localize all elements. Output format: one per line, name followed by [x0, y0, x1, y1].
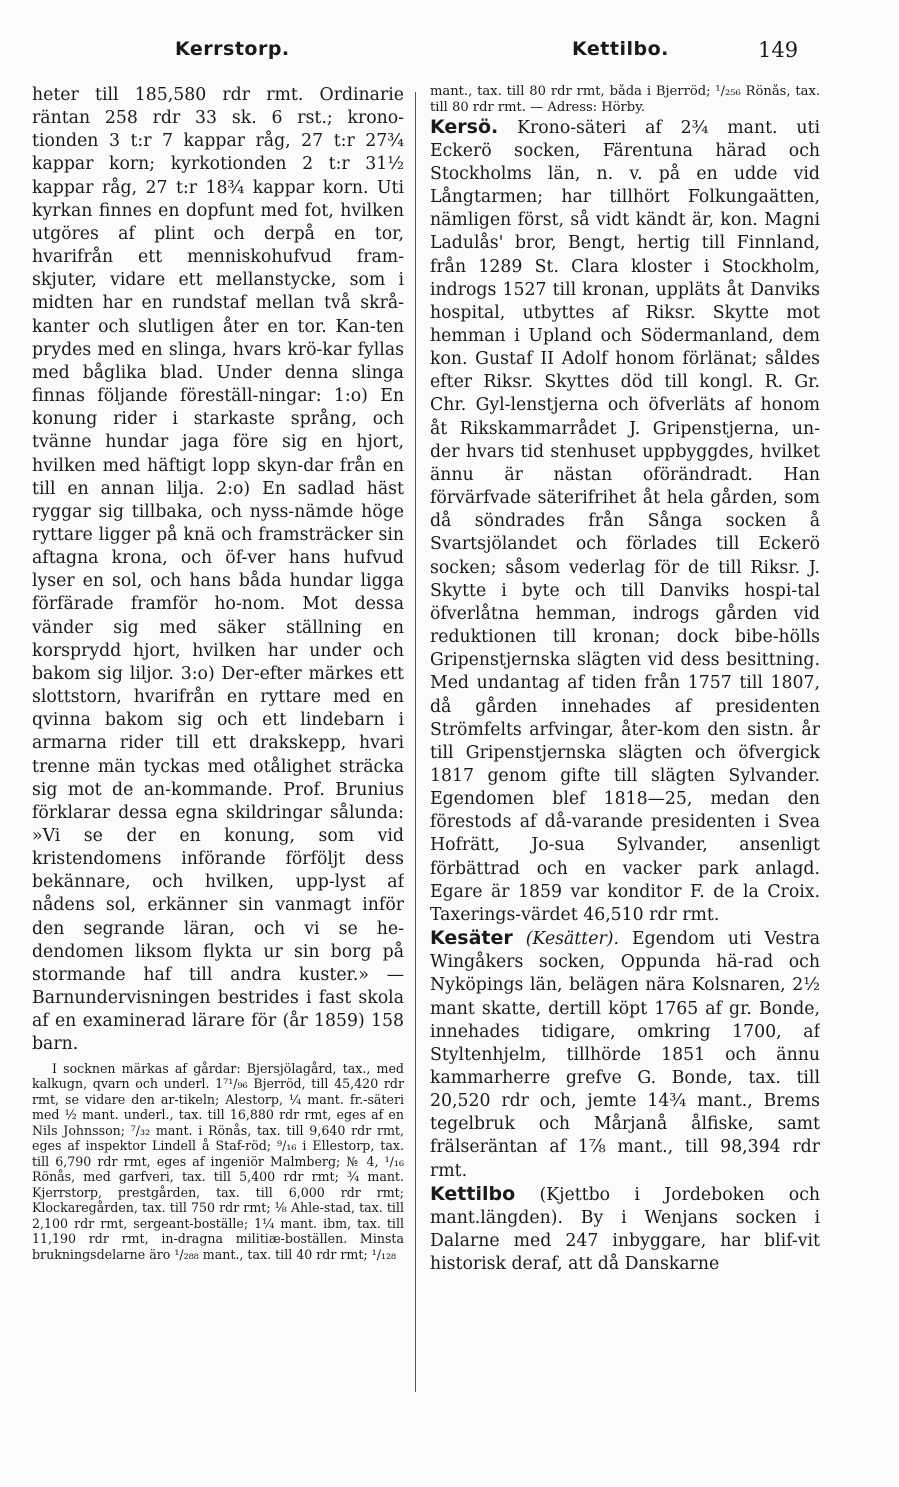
continuation-text: mant., tax. till 80 rdr rmt, båda i Bjerröd; ¹/₂₅₆ Rönås, tax. till 80 rdr rmt. — Adress: Hörby. [430, 84, 820, 115]
entry-kesater [430, 927, 820, 1183]
entry-headword: Kettilbo [430, 1182, 516, 1205]
right-column [430, 84, 820, 1276]
column-divider [415, 92, 416, 1392]
entry-text: Egendom uti Vestra Wingåkers socken, Oppunda hä-rad och Nyköpings län, belägen nära Kolsnaren, 2½ mant skatte, dertill köpt 1765 af gr. Bonde, innehades tidigare, omkring 1700, af Styltenhjelm, tillhörde 1851 och ännu kammarherre grefve G. Bonde, tax. till 20,520 rdr och, jemte 14¾ mant., Brems tegelbruk och Mårjanå ålfiske, samt frälseräntan af 1⅞ mant., till 98,394 rdr rmt. [430, 929, 820, 1181]
running-header [0, 38, 899, 68]
entry-headword: Kesäter [430, 927, 513, 950]
page-number: 149 [758, 38, 799, 62]
entry-kettilbo [430, 1183, 820, 1277]
left-column [32, 84, 404, 1262]
header-center-title: Kettilbo. [572, 38, 669, 60]
entry-headword: Kersö. [430, 115, 499, 138]
entry-alt-name: (Kesätter). [512, 929, 619, 950]
footnote: I socknen märkas af gårdar: Bjersjölagård, tax., med kalkugn, qvarn och underl. 1⁷¹/₉₆ Bjerröd, till 45,420 rdr rmt, se vidare den ar-tikeln; Alestorp, ¼ mant. fr.-säteri med ½ mant. underl., tax. till 16,880 rdr rmt, eges af en Nils Johnsson; ⁷/₃₂ mant. i Rönås, tax. till 9,640 rdr rmt, eges af inspektor Lindell å Staf-röd; ⁹/₁₆ i Ellestorp, tax. till 6,790 rdr rmt, eges af ingeniör Malmberg; № 4, ¹/₁₆ Rönås, med garfveri, tax. till 5,400 rdr rmt; ¾ mant. Kjerrstorp, prestgården, tax. till 6,000 rdr rmt; Klockaregården, tax. till 750 rdr rmt; ⅛ Ahle-stad, tax. till 2,100 rdr rmt, sergeant-boställe; 1¼ mant. ibm, tax. till 11,190 rdr rmt, in-dragna militiæ-boställen. Minsta brukningsdelarne äro ¹/₂₈₈ mant., tax. till 40 rdr rmt; ¹/₁₂₈ [32, 1060, 404, 1262]
entry-text: Krono-säteri af 2¾ mant. uti Eckerö socken, Färentuna härad och Stockholms län, n. v. på en udde vid Långtarmen; har tillhört Folkungaätten, nämligen först, så vidt kändt är, kon. Magni Ladulås' bror, Bengt, hertig till Finnland, från 1289 St. Clara kloster i Stockholm, indrogs 1527 till kronan, uppläts åt Danviks hospital, utbyttes af Riksr. Skytte mot hemman i Upland och Södermanland, dem kon. Gustaf II Adolf honom förlänat; såldes efter Riksr. Skyttes död till kongl. R. Gr. Chr. Gyl-lenstjerna och öfverläts af honom åt Rikskammarrådet J. Gripenstjerna, un-der hvars tid stenhuset uppbyggdes, hvilket ännu är nästan oförändradt. Han förvärfvade säterifrihet åt hela gården, som då söndrades från Sånga socken å Svartsjölandet och förlades till Eckerö socken; såsom vederlag för de till Riksr. J. Skytte i byte och till Danviks hospi-tal öfverlåtna hemman, indrogs gården vid reduktionen till kronan; dock bibe-hölls Gripenstjernska slägten vid dess besittning. Med undantag af tiden från 1757 till 1807, då gården innehades af presidenten Strömfelts arfvingar, åter-kom den sistn. år till Gripenstjernska slägten och öfvergick 1817 genom gifte till slägten Sylvander. Egendomen blef 1818—25, medan den förestods af då-varande presidenten i Svea Hofrätt, Jo-sua Sylvander, ansenligt förbättrad och en vacker park anlagd. Egare är 1859 var konditor F. de la Croix. Taxerings-värdet 46,510 rdr rmt. [430, 117, 820, 925]
header-left-title: Kerrstorp. [175, 38, 290, 60]
entry-kerso [430, 116, 820, 927]
entry-text: (Kjettbo i Jordeboken och mant.längden). By i Wenjans socken i Dalarne med 247 inbyggare, har blif-vit historisk deraf, att då Danskarne [430, 1184, 820, 1275]
body-paragraph: heter till 185,580 rdr rmt. Ordinarie räntan 258 rdr 33 sk. 6 rst.; krono-tionden 3 t:r 7 kappar råg, 27 t:r 27¾ kappar korn; kyrkotionden 2 t:r 31½ kappar råg, 27 t:r 18¾ kappar korn. Uti kyrkan finnes en dopfunt med fot, hvilken utgöres af plint och derpå en tor, hvarifrån ett menniskohufvud fram-skjuter, vidare ett mellanstycke, som i midten har en rundstaf mellan två skrå-kanter och slutligen åter en tor. Kan-ten prydes med en slinga, hvars krö-kar fyllas med båglika blad. Under denna slinga finnas följande föreställ-ningar: 1:o) En konung rider i starkaste språng, och tvänne hundar jaga före sig en hjort, hvilken med häftigt lopp skyn-dar från en till en annan lilja. 2:o) En sadlad häst ryggar sig tillbaka, och nyss-nämde höge ryttare ligger på knä och framsträcker sin aftagna krona, och öf-ver hans hufvud lyser en sol, och hans båda hundar ligga förfärade framför ho-nom. Mot dessa vänder sig med säker ställning en korsprydd hjort, hvilken har under och bakom sig liljor. 3:o) Der-efter märkes ett slottstorn, hvarifrån en ryttare med en qvinna bakom sig och ett lindebarn i armarna rider till ett drakskepp, hvari trenne män tyckas med otålighet sträcka sig mot de an-kommande. Prof. Brunius förklarar dessa egna skildringar sålunda: »Vi se der en konung, som vid kristendomens införande förföljt dess bekännare, och hvilken, upp-lyst af nådens sol, erkänner sin vanmagt inför den segrande läran, och vi se he-dendomen liksom flykta ur sin borg på stormande haf till andra kuster.» — Barnundervisningen bestrides i fast skola af en examinerad lärare för (år 1859) 158 barn. [32, 85, 404, 1055]
